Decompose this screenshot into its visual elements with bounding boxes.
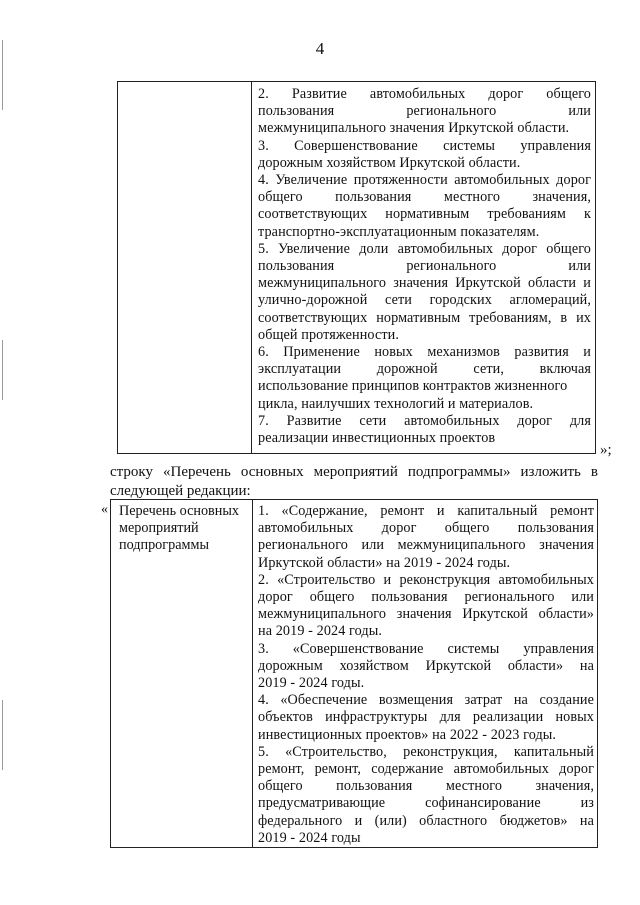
goals-text-line: межмуниципального значения Иркутской области и	[258, 275, 591, 292]
goals-text-line: 5. Увеличение доли автомобильных дорог общего	[258, 240, 591, 257]
goals-text-line: общей протяженности.	[258, 326, 399, 343]
activities-text-line: 2. «Строительство и реконструкция автомобильных	[258, 571, 594, 588]
activities-text-line: 4. «Обеспечение возмещения затрат на создание	[258, 692, 594, 709]
goals-text-line: 4. Увеличение протяженности автомобильных дорог	[258, 172, 591, 189]
margin-mark-bottom	[2, 700, 3, 770]
goals-text-line: эксплуатации дорожной сети, включая	[258, 361, 591, 378]
goals-text-line: межмуниципального значения Иркутской области.	[258, 120, 570, 137]
margin-mark-middle	[2, 340, 3, 400]
activities-text-line: 3. «Совершенствование системы управления	[258, 640, 594, 657]
goals-text-line: пользования регионального или	[258, 258, 591, 275]
activities-text-line: дорог общего пользования регионального или	[258, 589, 594, 606]
activities-text-line: федерального и (или) областного бюджетов» на	[258, 812, 594, 829]
goals-text-line: транспортно-эксплуатационным показателям.	[258, 223, 540, 240]
opening-quote-mark: «	[101, 502, 108, 517]
activities-text-line: Иркутской области» на 2019 - 2024 годы.	[258, 554, 511, 571]
goals-text-line: соответствующих нормативным требованиям к	[258, 206, 591, 223]
goals-text-line: 2. Развитие автомобильных дорог общего	[258, 86, 591, 102]
activities-text-line: 2019 - 2024 годы	[258, 829, 361, 846]
activities-text-line: межмуниципального значения Иркутской области»	[258, 606, 594, 623]
goals-text-line: соответствующих нормативным требованиям, в их	[258, 309, 591, 326]
activities-text-line: 1. «Содержание, ремонт и капитальный ремонт	[258, 503, 594, 519]
goals-table	[117, 81, 596, 454]
column-divider	[252, 500, 253, 847]
activities-text-line: дорожным хозяйством Иркутской области» на	[258, 657, 594, 674]
activities-text-line: объектов инфраструктуры для реализации новых	[258, 709, 594, 726]
label-line: мероприятий	[119, 520, 199, 537]
goals-text-line: 3. Совершенствование системы управления	[258, 137, 591, 154]
label-line: подпрограммы	[119, 537, 209, 554]
activities-text-line: на 2019 - 2024 годы.	[258, 623, 382, 640]
closing-quote-mark: »;	[600, 442, 612, 458]
activities-text-line: регионального или межмуниципального значения	[258, 537, 594, 554]
activities-text-line: инвестиционных проектов» на 2022 - 2023 годы.	[258, 726, 557, 743]
goals-text-line: дорожным хозяйством Иркутской области.	[258, 154, 521, 171]
activities-text-line: 5. «Строительство, реконструкция, капитальный	[258, 743, 594, 760]
label-line: Перечень основных	[119, 503, 239, 519]
goals-text-line: цикла, наилучших технологий и материалов.	[258, 395, 534, 412]
activities-text-line: 2019 - 2024 годы.	[258, 675, 365, 692]
goals-text-line: реализации инвестиционных проектов	[258, 430, 496, 447]
page-number: 4	[315, 39, 325, 58]
goals-text-line: общего пользования местного значения,	[258, 189, 591, 206]
goals-text-line: улично-дорожной сети городских агломераций,	[258, 292, 591, 309]
paragraph-line-2: следующей редакции:	[110, 483, 251, 499]
activities-label-cell	[119, 503, 251, 555]
goals-text-line: использование принципов контрактов жизненного	[258, 378, 568, 395]
activities-text-line: предусматривающие софинансирование из	[258, 795, 594, 812]
activities-table	[110, 499, 598, 848]
activities-text-line: ремонт, ремонт, содержание автомобильных дорог	[258, 761, 594, 778]
activities-cell-text	[258, 503, 594, 847]
paragraph-line-1: строку «Перечень основных мероприятий подпрограммы» изложить в	[110, 464, 598, 480]
margin-mark-top	[2, 40, 3, 110]
activities-text-line: общего пользования местного значения,	[258, 778, 594, 795]
goals-text-line: пользования регионального или	[258, 103, 591, 120]
column-divider	[251, 82, 252, 453]
goals-cell-text	[258, 86, 591, 447]
goals-text-line: 7. Развитие сети автомобильных дорог для	[258, 412, 591, 429]
goals-text-line: 6. Применение новых механизмов развития и	[258, 344, 591, 361]
activities-text-line: автомобильных дорог общего пользования	[258, 520, 594, 537]
